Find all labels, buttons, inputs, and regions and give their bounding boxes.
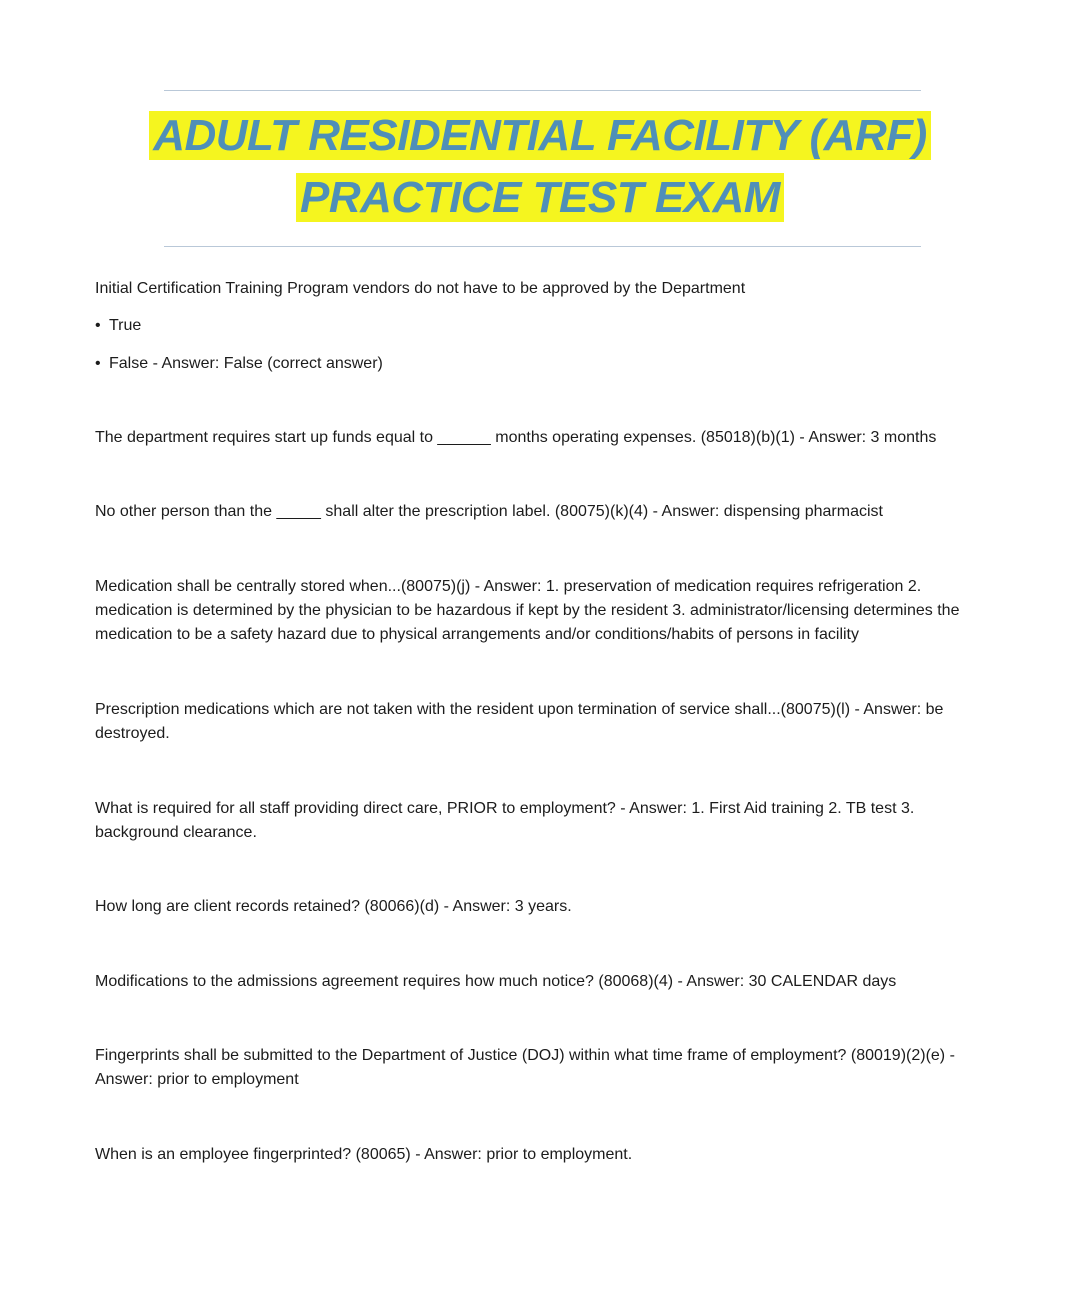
title-line-1-text: ADULT RESIDENTIAL FACILITY (ARF)	[149, 111, 931, 160]
option-true-label: True	[109, 317, 142, 334]
question-2: The department requires start up funds equal to ______ months operating expenses. (85018)(b)(1) - Answer: 3 months	[95, 429, 937, 446]
header-top-rule	[164, 90, 921, 91]
question-7: How long are client records retained? (80066)(d) - Answer: 3 years.	[95, 898, 572, 915]
question-3: No other person than the _____ shall alter the prescription label. (80075)(k)(4) - Answer: dispensing pharmacist	[95, 503, 883, 520]
title-line-2	[0, 170, 1080, 226]
header-bottom-rule	[164, 246, 921, 247]
question-10: When is an employee fingerprinted? (80065) - Answer: prior to employment.	[95, 1146, 633, 1163]
question-8: Modifications to the admissions agreement requires how much notice? (80068)(4) - Answer: 30 CALENDAR days	[95, 973, 897, 990]
question-6: What is required for all staff providing direct care, PRIOR to employment? - Answer: 1. First Aid training 2. TB test 3. background clearance.	[95, 800, 915, 841]
option-true	[95, 314, 141, 338]
bullet-icon: •	[95, 317, 101, 334]
bullet-icon: •	[95, 355, 101, 372]
question-5: Prescription medications which are not taken with the resident upon termination of service shall...(80075)(l) - Answer: be destroyed.	[95, 701, 944, 742]
question-9: Fingerprints shall be submitted to the Department of Justice (DOJ) within what time frame of employment? (80019)(2)(e) - Answer: prior to employment	[95, 1047, 955, 1088]
option-false-label: False - Answer: False (correct answer)	[109, 355, 383, 372]
question-1: Initial Certification Training Program vendors do not have to be approved by the Department	[95, 280, 746, 297]
option-false	[95, 352, 383, 376]
title-line-2-text: PRACTICE TEST EXAM	[296, 173, 784, 222]
title-line-1	[0, 108, 1080, 164]
question-4: Medication shall be centrally stored when...(80075)(j) - Answer: 1. preservation of medication requires refrigeration 2. medication is determined by the physician to be hazardous if kept by the resident 3. administrator/licensing determines the medication to be a safety hazard due to physical arrangements and/or conditions/habits of persons in facility	[95, 578, 960, 643]
